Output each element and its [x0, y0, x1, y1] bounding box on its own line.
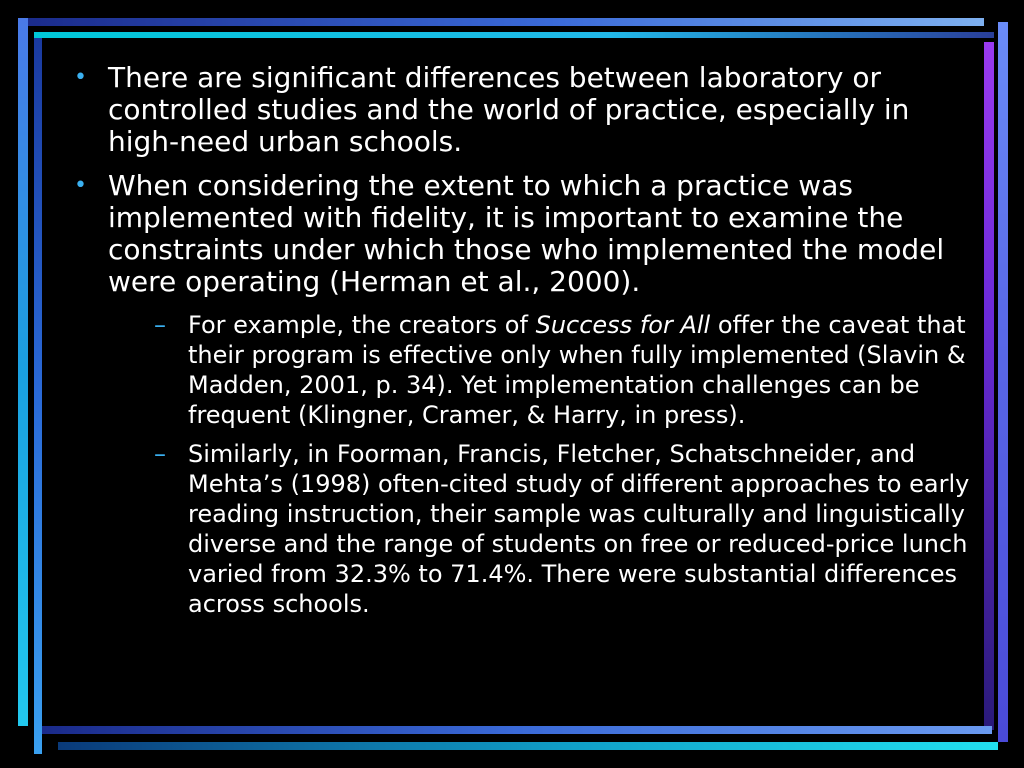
sub-bullet-marker: – [154, 311, 166, 339]
bullet-text: There are significant differences between laboratory or controlled studies and the world of practice, especially in high-need urban schools. [108, 61, 910, 158]
sub-bullet-item [154, 439, 993, 619]
program-title-italic: Success for All [535, 311, 711, 339]
sub-bullet-text: Similarly, in Foorman, Francis, Fletcher, Schatschneider, and Mehta’s (1998) often-cited study of different approaches to early reading instruction, their sample was culturally and linguistically diverse and the range of students on free or reduced-price lunch varied from 32.3% to 71.4%. There were substantial differences across schools. [188, 440, 970, 618]
frame-bar-bottom-inner [42, 726, 992, 734]
bullet-text: When considering the extent to which a practice was implemented with fidelity, it is important to examine the constraints under which those who implemented the model were operating (Herman et al., 2000). [108, 169, 945, 298]
bullet-marker: • [74, 173, 87, 198]
frame-bar-left-inner [34, 38, 42, 754]
sub-bullet-item [154, 310, 993, 430]
slide-content [70, 62, 975, 628]
frame-bar-bottom-outer [58, 742, 998, 750]
frame-bar-top-outer [18, 18, 984, 26]
frame-bar-left-outer [18, 18, 28, 726]
sub-bullet-text-after: offer the caveat that their program is effective only when fully implemented (Slavin & Madden, 2001, p. 34). Yet implementation challenges can be frequent (Klingner, Cramer, & Harry, in press). [188, 311, 966, 429]
bullet-item [70, 62, 975, 158]
sub-bullet-text-before: For example, the creators of [188, 311, 536, 339]
bullet-marker: • [74, 65, 87, 90]
sub-bullet-marker: – [154, 440, 166, 468]
frame-bar-top-inner [34, 32, 994, 38]
bullet-item [70, 170, 975, 298]
frame-bar-right-outer [998, 22, 1008, 742]
